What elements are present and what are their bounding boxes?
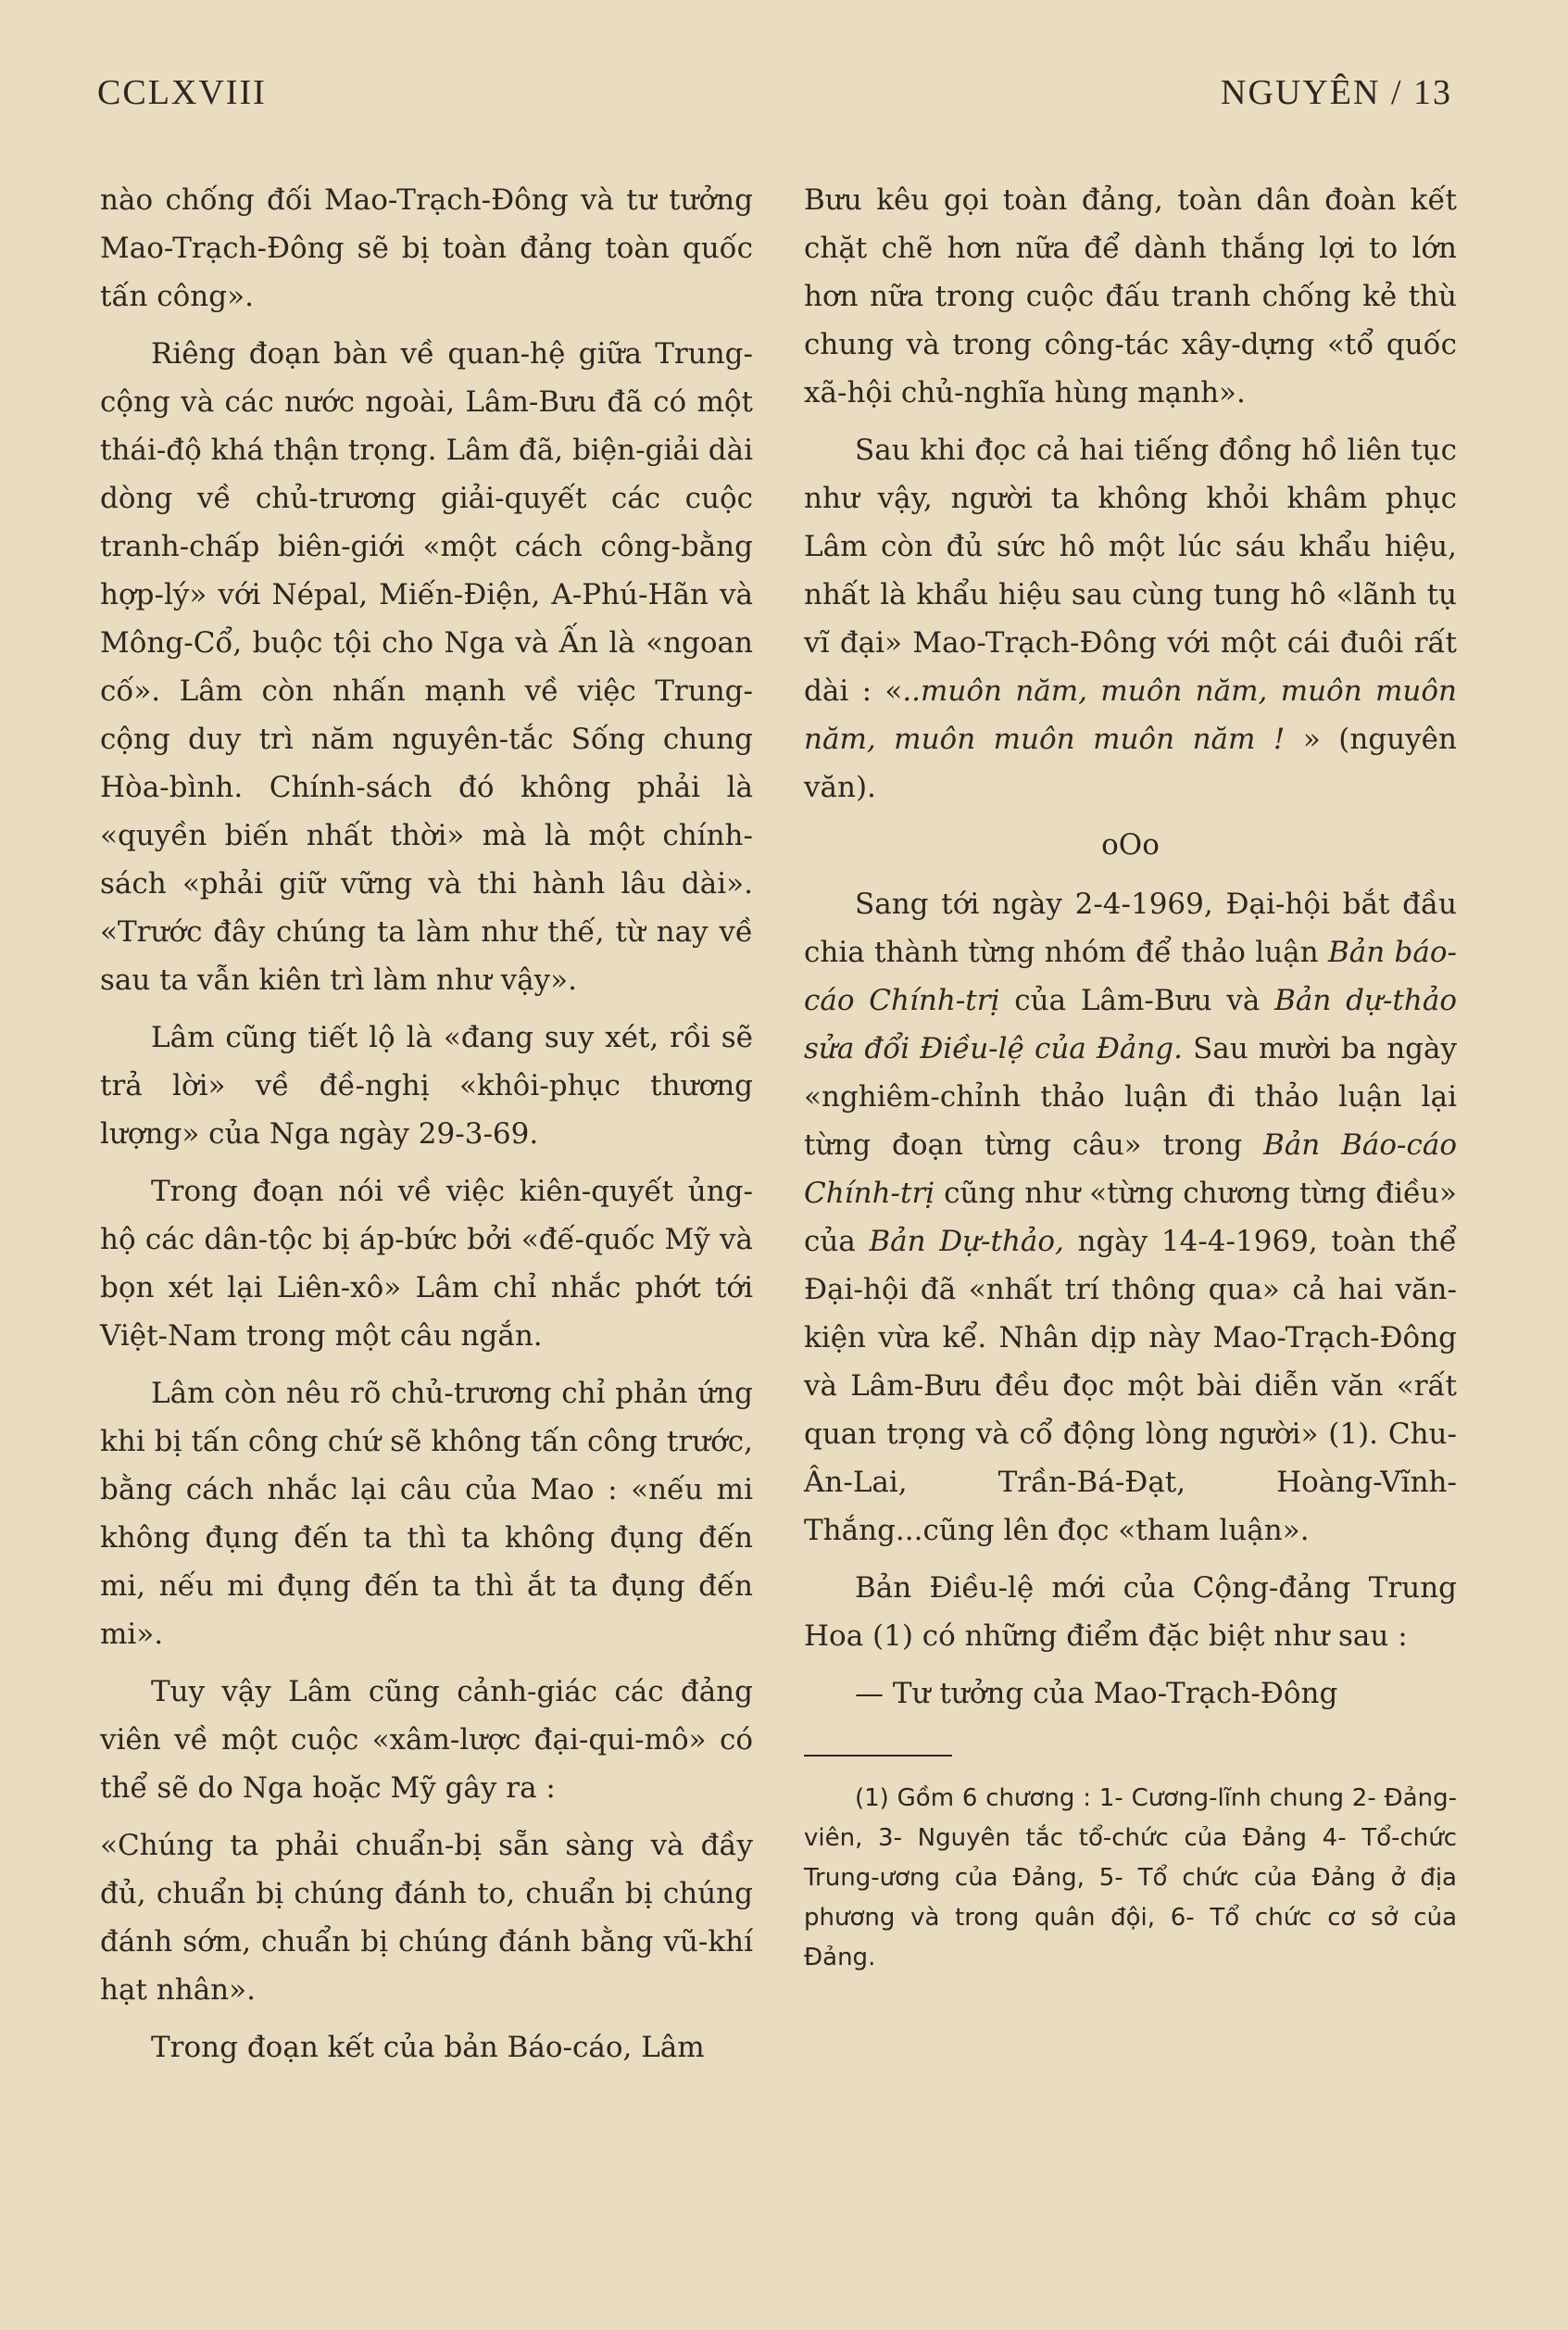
page-header-code: CCLXVIII (97, 73, 267, 112)
list-item: — Tư tưởng của Mao-Trạch-Đông (855, 1677, 1338, 1710)
paragraph: Trong đoạn nói về việc kiên-quyết ủng-hộ các dân-tộc bị áp-bức bởi «đế-quốc Mỹ và bọn xét lại Liên-xô» Lâm chỉ nhắc phớt tới Việt-Nam trong một câu ngắn. (100, 1175, 753, 1353)
document-title-italic: Bản Báo-cáo Chính-trị (804, 1128, 1458, 1210)
slogan-italic: ..muôn năm, muôn năm, muôn muôn năm, muôn muôn muôn năm ! (804, 674, 1457, 756)
footnote-divider (804, 1755, 952, 1757)
paragraph-text: Sang tới ngày 2-4-1969, Đại-hội bắt đầu chia thành từng nhóm để thảo luận (804, 888, 1457, 969)
paragraph: Riêng đoạn bàn về quan-hệ giữa Trung-cộng và các nước ngoài, Lâm-Bưu đã có một thái-độ khá thận trọng. Lâm đã, biện-giải dài dòng về chủ-trương giải-quyết các cuộc tranh-chấp biên-giới «một cách công-bằng hợp-lý» với Népal, Miến-Điện, A-Phú-Hãn và Mông-Cổ, buộc tội cho Nga và Ấn là «ngoan cố». Lâm còn nhấn mạnh về việc Trung-cộng duy trì năm nguyên-tắc Sống chung Hòa-bình. Chính-sách đó không phải là «quyền biến nhất thời» mà là một chính-sách «phải giữ vững và thi hành lâu dài». «Trước đây chúng ta làm như thế, từ nay về sau ta vẫn kiên trì làm như vậy». (100, 337, 753, 997)
paragraph-text: Sau khi đọc cả hai tiếng đồng hồ liên tục như vậy, người ta không khỏi khâm phục Lâm còn đủ sức hô một lúc sáu khẩu hiệu, nhất là khẩu hiệu sau cùng tung hô «lãnh tụ vĩ đại» Mao-Trạch-Đông với một cái đuôi rất dài : « (804, 434, 1457, 708)
right-column (804, 176, 1457, 1978)
paragraph: Bản Điều-lệ mới của Cộng-đảng Trung Hoa (1) có những điểm đặc biệt như sau : (804, 1571, 1457, 1653)
page-header-title: NGUYÊN / 13 (1221, 73, 1452, 112)
paragraph-text: » (nguyên văn). (804, 723, 1457, 804)
footnote: (1) Gồm 6 chương : 1- Cương-lĩnh chung 2- Đảng-viên, 3- Nguyên tắc tổ-chức của Đảng 4- Tổ-chức Trung-ương của Đảng, 5- Tổ chức của Đảng ở địa phương và trong quân đội, 6- Tổ chức cơ sở của Đảng. (804, 1784, 1457, 1971)
document-title-italic: Bản Dự-thảo, (869, 1225, 1064, 1258)
left-column (100, 176, 753, 2081)
section-separator: oOo (1101, 828, 1160, 862)
paragraph: Bưu kêu gọi toàn đảng, toàn dân đoàn kết chặt chẽ hơn nữa để dành thắng lợi to lớn hơn nữa trong cuộc đấu tranh chống kẻ thù chung và trong công-tác xây-dựng «tổ quốc xã-hội chủ-nghĩa hùng mạnh». (804, 183, 1457, 409)
paragraph: Trong đoạn kết của bản Báo-cáo, Lâm (151, 2031, 705, 2064)
paragraph-text: ngày 14-4-1969, toàn thể Đại-hội đã «nhất trí thông qua» cả hai văn-kiện vừa kể. Nhân dịp này Mao-Trạch-Đông và Lâm-Bưu đều đọc một bài diễn văn «rất quan trọng và cổ động lòng người» (1). Chu-Ân-Lai, Trần-Bá-Đạt, Hoàng-Vĩnh-Thắng...cũng lên đọc «tham luận». (804, 1225, 1457, 1547)
paragraph: Tuy vậy Lâm cũng cảnh-giác các đảng viên về một cuộc «xâm-lược đại-qui-mô» có thể sẽ do Nga hoặc Mỹ gây ra : (100, 1675, 753, 1805)
paragraph: Lâm còn nêu rõ chủ-trương chỉ phản ứng khi bị tấn công chứ sẽ không tấn công trước, bằng cách nhắc lại câu của Mao : «nếu mi không đụng đến ta thì ta không đụng đến mi, nếu mi đụng đến ta thì ắt ta đụng đến mi». (100, 1377, 753, 1651)
paragraph: nào chống đối Mao-Trạch-Đông và tư tưởng Mao-Trạch-Đông sẽ bị toàn đảng toàn quốc tấn công». (100, 183, 753, 313)
paragraph-text: cũng như «từng chương từng điều» của (804, 1177, 1457, 1258)
paragraph-text: Sau mười ba ngày «nghiêm-chỉnh thảo luận đi thảo luận lại từng đoạn từng câu» trong (804, 1032, 1458, 1162)
document-title-italic: Bản dự-thảo sửa đổi Điều-lệ của Đảng. (804, 984, 1457, 1065)
paragraph-text: của Lâm-Bưu và (999, 984, 1275, 1017)
document-title-italic: Bản báo-cáo Chính-trị (804, 936, 1457, 1017)
paragraph: Lâm cũng tiết lộ là «đang suy xét, rồi sẽ trả lời» về đề-nghị «khôi-phục thương lượng» của Nga ngày 29-3-69. (100, 1021, 753, 1151)
quotation: «Chúng ta phải chuẩn-bị sẵn sàng và đầy đủ, chuẩn bị chúng đánh to, chuẩn bị chúng đánh sớm, chuẩn bị chúng đánh bằng vũ-khí hạt nhân». (100, 1829, 753, 2007)
paragraph (804, 880, 1457, 1555)
paragraph (804, 426, 1457, 812)
